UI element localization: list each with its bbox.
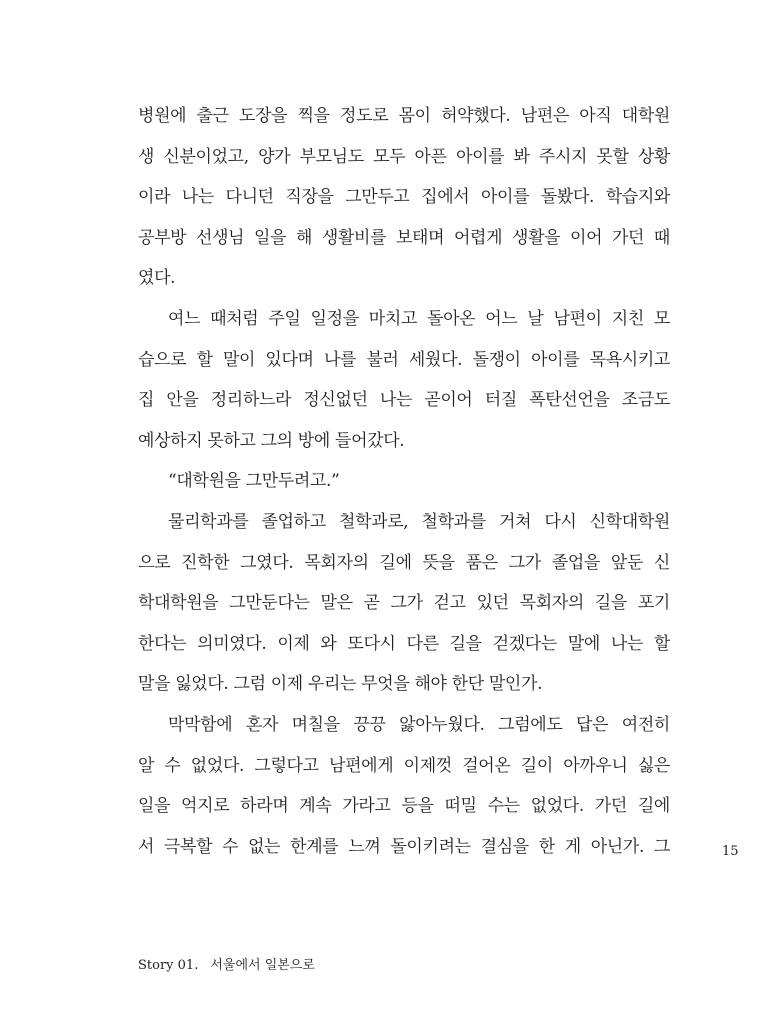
body-line: “대학원을 그만두려고.” (168, 471, 340, 492)
body-line: 한다는 의미였다. 이제 와 또다시 다른 길을 걷겠다는 말에 나는 할 (138, 633, 670, 654)
footer-chapter-title: 서울에서 일본으로 (210, 958, 315, 973)
body-line: 서 극복할 수 없는 한계를 느껴 돌이키려는 결심을 한 게 아닌가. 그 (138, 836, 670, 857)
footer-story-label: Story 01. (138, 958, 199, 973)
body-line: 일을 억지로 하라며 계속 가라고 등을 떠밀 수는 없었다. 가던 길에 (138, 796, 670, 817)
body-line: 으로 진학한 그였다. 목회자의 길에 뜻을 품은 그가 졸업을 앞둔 신 (138, 552, 670, 573)
body-line: 집 안을 정리하느라 정신없던 나는 곧이어 터질 폭탄선언을 조금도 (138, 390, 670, 411)
page-number: 15 (722, 844, 739, 859)
body-line: 병원에 출근 도장을 찍을 정도로 몸이 허약했다. 남편은 아직 대학원 (138, 106, 670, 126)
body-line: 였다. (138, 268, 176, 289)
body-line: 생 신분이었고, 양가 부모님도 모두 아픈 아이를 봐 주시지 못할 상황 (138, 146, 670, 167)
body-text (138, 96, 670, 867)
body-line: 이라 나는 다니던 직장을 그만두고 집에서 아이를 돌봤다. 학습지와 (138, 187, 670, 208)
body-line: 말을 잃었다. 그럼 이제 우리는 무엇을 해야 한단 말인가. (138, 674, 543, 695)
body-line: 공부방 선생님 일을 해 생활비를 보태며 어렵게 생활을 이어 가던 때 (138, 227, 670, 248)
body-line: 여느 때처럼 주일 일정을 마치고 돌아온 어느 날 남편이 지친 모 (168, 308, 670, 329)
body-line: 예상하지 못하고 그의 방에 들어갔다. (138, 430, 405, 451)
running-footer (138, 957, 315, 975)
body-line: 학대학원을 그만둔다는 말은 곧 그가 걷고 있던 목회자의 길을 포기 (138, 593, 670, 614)
body-line: 습으로 할 말이 있다며 나를 불러 세웠다. 돌쟁이 아이를 목욕시키고 (138, 349, 670, 370)
body-line: 알 수 없었다. 그렇다고 남편에게 이제껏 걸어온 길이 아까우니 싫은 (138, 755, 670, 776)
body-line: 물리학과를 졸업하고 철학과로, 철학과를 거쳐 다시 신학대학원 (168, 511, 670, 532)
body-line: 막막함에 혼자 며칠을 끙끙 앓아누웠다. 그럼에도 답은 여전히 (168, 714, 670, 735)
